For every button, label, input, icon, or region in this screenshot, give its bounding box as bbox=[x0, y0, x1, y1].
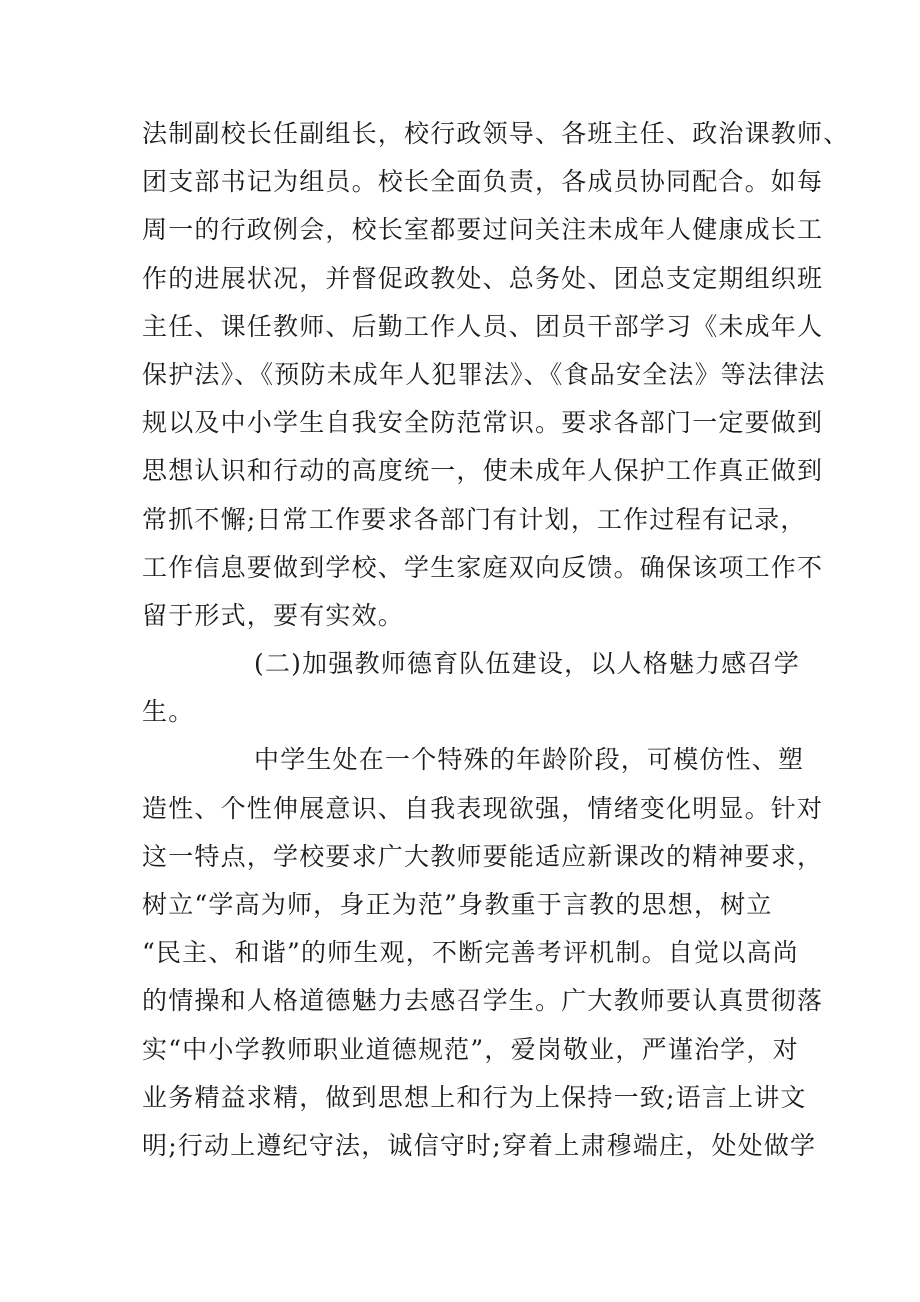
text-line: 常抓不懈;日常工作要求各部门有计划，工作过程有记录， bbox=[142, 504, 807, 534]
text-line: 留于形式，要有实效。 bbox=[142, 600, 405, 630]
text-line: 树立“学高为师，身正为范”身教重于言教的思想，树立 bbox=[142, 890, 773, 919]
paragraph-start: 中学生处在一个特殊的年龄阶段，可模仿性、塑 bbox=[254, 745, 805, 775]
text-line: 明;行动上遵纪守法，诚信守时;穿着上肃穆端庄，处处做学 bbox=[142, 1130, 817, 1160]
text-line: 作的进展状况，并督促政教处、总务处、团总支定期组织班 bbox=[142, 263, 824, 293]
text-line: 造性、个性伸展意识、自我表现欲强，情绪变化明显。针对 bbox=[142, 793, 824, 823]
text-line: 团支部书记为组员。校长全面负责，各成员协同配合。如每 bbox=[142, 167, 824, 197]
text-line: “民主、和谐”的师生观，不断完善考评机制。自觉以高尚 bbox=[142, 938, 799, 968]
text-line: 法制副校长任副组长，校行政领导、各班主任、政治课教师、 bbox=[142, 119, 850, 148]
text-line: 保护法》、《预防未成年人犯罪法》、《食品安全法》等法律法 bbox=[142, 359, 826, 389]
text-line: 思想认识和行动的高度统一，使未成年人保护工作真正做到 bbox=[142, 456, 824, 486]
text-line: 周一的行政例会，校长室都要过问关注未成年人健康成长工 bbox=[142, 215, 824, 245]
text-line: 实“中小学教师职业道德规范”，爱岗敬业，严谨治学，对 bbox=[142, 1034, 799, 1064]
text-line: 的情操和人格道德魅力去感召学生。广大教师要认真贯彻落 bbox=[142, 986, 824, 1016]
section-heading: (二)加强教师德育队伍建设，以人格魅力感召学 bbox=[254, 649, 800, 679]
section-heading-continuation: 生。 bbox=[142, 697, 195, 727]
body-text bbox=[142, 110, 850, 1170]
text-line: 规以及中小学生自我安全防范常识。要求各部门一定要做到 bbox=[142, 408, 824, 438]
text-line: 工作信息要做到学校、学生家庭双向反馈。确保该项工作不 bbox=[142, 552, 824, 582]
text-line: 主任、课任教师、后勤工作人员、团员干部学习《未成年人 bbox=[142, 311, 824, 341]
text-line: 这一特点，学校要求广大教师要能适应新课改的精神要求， bbox=[142, 841, 824, 871]
text-line: 业务精益求精，做到思想上和行为上保持一致;语言上讲文 bbox=[142, 1082, 807, 1112]
